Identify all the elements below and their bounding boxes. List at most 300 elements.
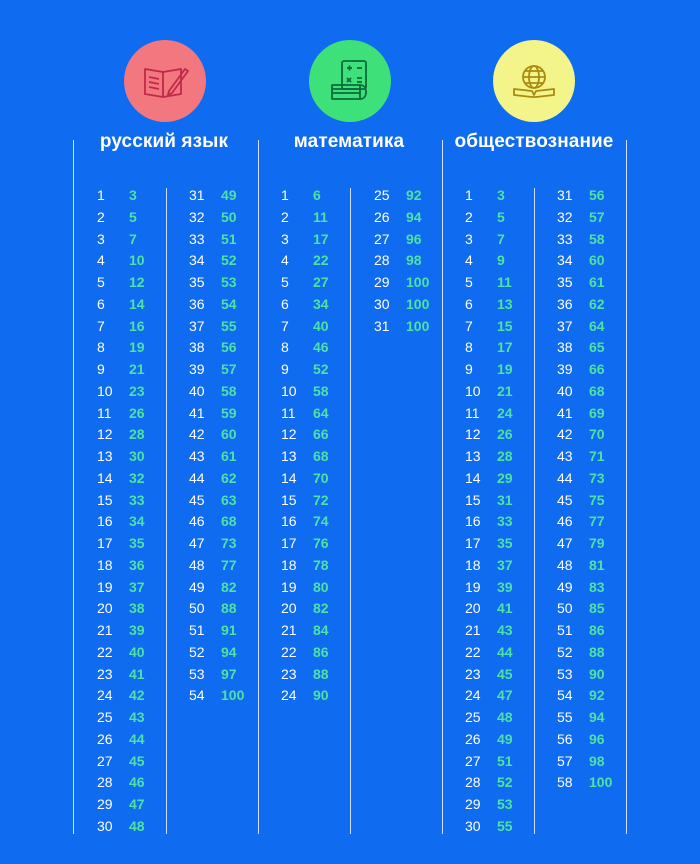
primary-score: 23 [465,665,481,682]
primary-score: 35 [557,274,573,290]
score-row [281,185,329,207]
test-score: 53 [497,796,513,812]
primary-score: 14 [97,469,113,486]
score-row [374,207,429,229]
primary-score: 29 [465,796,481,812]
test-score: 79 [589,535,605,551]
primary-score: 27 [97,752,113,769]
test-score: 6 [313,187,321,203]
primary-score: 31 [557,187,573,203]
score-row [189,359,244,381]
test-score: 68 [221,513,237,530]
test-score: 64 [313,404,329,421]
test-score: 64 [589,317,605,334]
subject-title-social: обществознание [454,131,614,152]
primary-score: 23 [97,665,113,682]
test-score: 94 [406,208,422,225]
score-row [97,707,145,729]
primary-score: 28 [465,774,481,791]
test-score: 96 [406,230,422,247]
test-score: 49 [221,187,237,203]
score-row [557,533,612,555]
score-row [465,511,513,533]
primary-score: 8 [97,339,105,356]
score-row [465,751,513,773]
primary-score: 42 [557,426,573,443]
primary-score: 57 [557,752,573,769]
test-score: 66 [589,361,605,377]
score-row [281,337,329,359]
test-score: 33 [497,513,513,530]
primary-score: 50 [557,600,573,617]
test-score: 61 [589,274,605,290]
test-score: 88 [589,643,605,660]
score-row [557,468,612,490]
test-score: 82 [313,600,329,617]
score-row [465,294,513,316]
primary-score: 53 [189,665,205,682]
primary-score: 21 [281,622,297,638]
score-row [97,772,145,794]
primary-score: 1 [97,187,105,203]
primary-score: 24 [281,687,297,704]
primary-score: 28 [374,252,390,269]
score-row [281,446,329,468]
primary-score: 11 [281,404,296,421]
primary-score: 5 [281,274,289,290]
primary-score: 4 [281,252,289,269]
score-row [97,751,145,773]
score-row [189,424,244,446]
score-row [189,337,244,359]
primary-score: 37 [557,317,573,334]
test-score: 17 [497,339,513,356]
score-row [189,490,244,512]
test-score: 33 [129,491,145,508]
score-row [97,816,145,838]
primary-score: 41 [189,404,205,421]
score-row [557,642,612,664]
test-score: 24 [497,404,513,421]
separator-line [350,188,351,834]
test-score: 22 [313,252,329,269]
test-score: 98 [589,752,605,769]
book-pen-icon [139,55,191,107]
test-score: 68 [313,448,329,464]
score-row [465,185,513,207]
test-score: 29 [497,469,513,486]
score-row [374,185,429,207]
primary-score: 37 [189,317,205,334]
score-row [557,772,612,794]
test-score: 11 [313,208,328,225]
test-score: 14 [129,295,145,312]
test-score: 77 [221,556,237,573]
social-scores-col-2 [557,185,612,794]
test-score: 30 [129,448,145,464]
separator-line [442,140,443,834]
primary-score: 30 [465,817,481,834]
primary-score: 36 [557,295,573,312]
score-row [374,250,429,272]
test-score: 37 [129,578,145,595]
test-score: 48 [129,817,145,834]
separator-line [534,188,535,834]
score-row [281,207,329,229]
primary-score: 8 [465,339,473,356]
score-row [189,620,244,642]
test-score: 97 [221,665,237,682]
primary-score: 7 [465,317,473,334]
primary-score: 9 [281,361,289,377]
test-score: 55 [221,317,237,334]
primary-score: 43 [189,448,205,464]
primary-score: 5 [97,274,105,290]
score-row [465,250,513,272]
test-score: 90 [589,665,605,682]
score-row [465,664,513,686]
test-score: 52 [313,361,329,377]
primary-score: 22 [465,643,481,660]
score-row [557,751,612,773]
score-row [557,490,612,512]
primary-score: 15 [281,491,297,508]
primary-score: 47 [189,535,205,551]
primary-score: 6 [281,295,289,312]
primary-score: 9 [97,361,105,377]
primary-score: 20 [281,600,297,617]
primary-score: 2 [281,208,289,225]
primary-score: 39 [189,361,205,377]
test-score: 51 [497,752,513,769]
test-score: 7 [497,230,505,247]
test-score: 100 [589,774,613,791]
test-score: 62 [589,295,605,312]
primary-score: 40 [557,382,573,399]
test-score: 62 [221,469,237,486]
primary-score: 7 [281,317,289,334]
test-score: 45 [497,665,513,682]
score-row [189,468,244,490]
test-score: 98 [406,252,422,269]
separator-line [73,140,74,834]
score-row [465,533,513,555]
test-score: 11 [497,274,512,290]
test-score: 60 [221,426,237,443]
primary-score: 15 [465,491,481,508]
score-row [189,446,244,468]
test-score: 57 [221,361,237,377]
primary-score: 13 [281,448,297,464]
score-row [281,555,329,577]
primary-score: 4 [97,252,105,269]
primary-score: 1 [281,187,289,203]
test-score: 70 [589,426,605,443]
score-row [189,642,244,664]
primary-score: 5 [465,274,473,290]
score-row [465,207,513,229]
test-score: 44 [129,730,145,747]
score-row [189,250,244,272]
score-row [281,490,329,512]
test-score: 5 [129,208,137,225]
test-score: 52 [221,252,237,269]
test-score: 77 [589,513,605,530]
test-score: 39 [129,622,145,638]
primary-score: 56 [557,730,573,747]
test-score: 59 [221,404,237,421]
primary-score: 27 [374,230,390,247]
primary-score: 4 [465,252,473,269]
math-scores-col-1 [281,185,329,707]
primary-score: 44 [189,469,205,486]
score-row [465,381,513,403]
score-row [281,685,329,707]
primary-score: 29 [97,796,113,812]
score-row [97,685,145,707]
score-row [189,229,244,251]
score-row [97,207,145,229]
primary-score: 20 [465,600,481,617]
test-score: 57 [589,208,605,225]
test-score: 66 [313,426,329,443]
primary-score: 2 [465,208,473,225]
score-row [465,620,513,642]
primary-score: 23 [281,665,297,682]
primary-score: 29 [374,274,390,290]
primary-score: 53 [557,665,573,682]
subject-title-math: математика [293,131,405,152]
primary-score: 33 [189,230,205,247]
score-row [557,685,612,707]
test-score: 26 [497,426,513,443]
primary-score: 51 [189,622,205,638]
primary-score: 17 [281,535,297,551]
test-score: 48 [497,709,513,725]
score-row [281,620,329,642]
primary-score: 54 [189,687,205,704]
score-row [189,294,244,316]
primary-score: 18 [465,556,481,573]
test-score: 12 [129,274,145,290]
primary-score: 17 [97,535,113,551]
score-row [281,533,329,555]
primary-score: 25 [465,709,481,725]
test-score: 65 [589,339,605,356]
score-row [97,229,145,251]
score-row [465,337,513,359]
test-score: 41 [497,600,513,617]
primary-score: 21 [97,622,113,638]
test-score: 17 [313,230,329,247]
score-row [189,533,244,555]
score-row [189,272,244,294]
score-row [374,316,429,338]
primary-score: 46 [189,513,205,530]
separator-line [258,140,259,834]
score-row [97,511,145,533]
test-score: 34 [313,295,329,312]
primary-score: 22 [97,643,113,660]
primary-score: 44 [557,469,573,486]
test-score: 92 [406,187,422,203]
score-row [97,729,145,751]
primary-score: 6 [465,295,473,312]
test-score: 56 [221,339,237,356]
score-row [97,381,145,403]
primary-score: 14 [281,469,297,486]
score-row [465,772,513,794]
primary-score: 16 [281,513,297,530]
test-score: 3 [129,187,137,203]
test-score: 81 [589,556,605,573]
primary-score: 3 [97,230,105,247]
test-score: 100 [406,274,430,290]
primary-score: 26 [374,208,390,225]
primary-score: 24 [97,687,113,704]
score-row [465,229,513,251]
primary-score: 32 [557,208,573,225]
russian-scores-col-1 [97,185,145,838]
test-score: 35 [497,535,513,551]
score-row [281,598,329,620]
test-score: 92 [589,687,605,704]
russian-scores-col-2 [189,185,244,707]
test-score: 42 [129,687,145,704]
score-row [557,664,612,686]
test-score: 86 [313,643,329,660]
score-row [189,403,244,425]
test-score: 71 [589,448,605,464]
primary-score: 18 [281,556,297,573]
score-row [557,729,612,751]
score-row [281,316,329,338]
test-score: 91 [221,622,237,638]
separator-line [626,140,627,834]
score-row [189,316,244,338]
score-row [97,359,145,381]
primary-score: 51 [557,622,573,638]
primary-score: 41 [557,404,573,421]
subject-title-russian: русский язык [99,131,229,152]
test-score: 3 [497,187,505,203]
score-row [557,511,612,533]
test-score: 55 [497,817,513,834]
primary-score: 6 [97,295,105,312]
test-score: 78 [313,556,329,573]
test-score: 43 [129,709,145,725]
test-score: 72 [313,491,329,508]
score-row [557,424,612,446]
test-score: 86 [589,622,605,638]
primary-score: 22 [281,643,297,660]
test-score: 44 [497,643,513,660]
test-score: 52 [497,774,513,791]
score-row [189,381,244,403]
score-row [97,272,145,294]
primary-score: 38 [189,339,205,356]
score-row [189,185,244,207]
primary-score: 25 [374,187,390,203]
primary-score: 43 [557,448,573,464]
score-row [465,555,513,577]
score-row [97,620,145,642]
score-row [465,446,513,468]
score-row [557,272,612,294]
primary-score: 26 [97,730,113,747]
test-score: 7 [129,230,137,247]
test-score: 60 [589,252,605,269]
primary-score: 32 [189,208,205,225]
score-row [465,642,513,664]
test-score: 39 [497,578,513,595]
test-score: 74 [313,513,329,530]
test-score: 54 [221,295,237,312]
test-score: 26 [129,404,145,421]
score-row [557,577,612,599]
test-score: 100 [221,687,245,704]
primary-score: 2 [97,208,105,225]
score-row [97,185,145,207]
score-row [465,598,513,620]
score-row [97,577,145,599]
test-score: 23 [129,382,145,399]
score-row [281,424,329,446]
primary-score: 19 [281,578,297,595]
test-score: 61 [221,448,237,464]
score-row [97,642,145,664]
score-row [189,598,244,620]
test-score: 88 [313,665,329,682]
score-row [557,229,612,251]
test-score: 69 [589,404,605,421]
test-score: 36 [129,556,145,573]
test-score: 46 [129,774,145,791]
primary-score: 50 [189,600,205,617]
primary-score: 15 [97,491,113,508]
test-score: 32 [129,469,145,486]
primary-score: 31 [189,187,205,203]
score-row [97,468,145,490]
test-score: 53 [221,274,237,290]
primary-score: 49 [189,578,205,595]
primary-score: 34 [189,252,205,269]
test-score: 73 [589,469,605,486]
test-score: 83 [589,578,605,595]
primary-score: 16 [97,513,113,530]
score-row [281,272,329,294]
primary-score: 33 [557,230,573,247]
primary-score: 55 [557,709,573,725]
primary-score: 12 [465,426,481,443]
test-score: 28 [497,448,513,464]
social-scores-col-1 [465,185,513,838]
primary-score: 24 [465,687,481,704]
primary-score: 13 [465,448,481,464]
primary-score: 46 [557,513,573,530]
primary-score: 30 [97,817,113,834]
primary-score: 19 [97,578,113,595]
test-score: 85 [589,600,605,617]
score-row [189,577,244,599]
score-row [189,511,244,533]
primary-score: 39 [557,361,573,377]
score-row [465,403,513,425]
primary-score: 45 [189,491,205,508]
social-icon-circle [493,40,575,122]
primary-score: 13 [97,448,113,464]
score-row [557,294,612,316]
